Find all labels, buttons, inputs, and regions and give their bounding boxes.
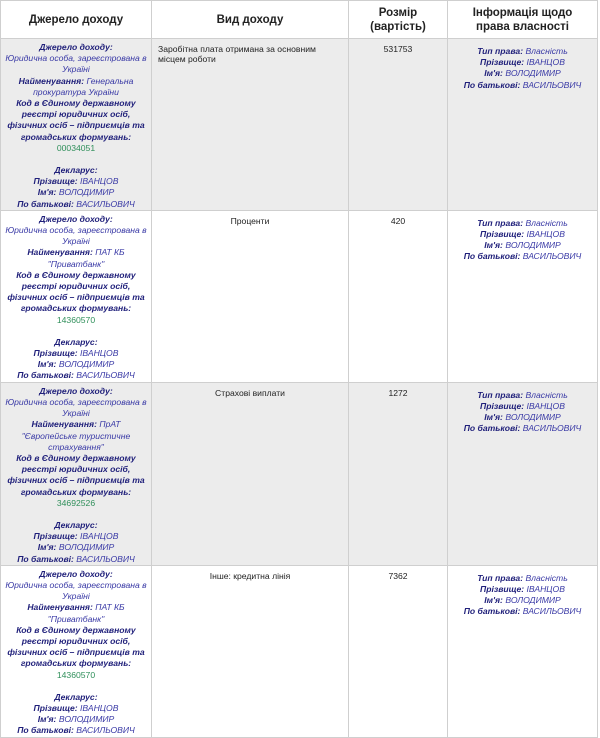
code-label: Код в Єдиному державному реєстрі юридичних осіб, фізичних осіб – підприємців та громадських формувань:: [7, 624, 145, 669]
patronymic-label: По батькові:: [463, 251, 521, 262]
declarant-patronymic: ВАСИЛЬОВИЧ: [76, 370, 135, 381]
right-type: Власність: [525, 46, 568, 56]
source-name: ПрАТ "Європейське туристичне страхування": [21, 419, 131, 452]
owner-first-name: ВОЛОДИМИР: [505, 68, 561, 79]
name-label: Найменування:: [27, 247, 93, 258]
table-row: [1, 39, 598, 211]
patronymic-label: По батькові:: [17, 553, 74, 564]
income-source-cell: [1, 210, 152, 382]
first-name-label: Ім'я:: [484, 595, 503, 606]
declarant-surname: ІВАНЦОВ: [80, 176, 119, 187]
declarant-surname: ІВАНЦОВ: [80, 702, 119, 713]
table-row: [1, 382, 598, 565]
patronymic-label: По батькові:: [17, 198, 74, 209]
first-name-label: Ім'я:: [484, 240, 503, 251]
declarant-label: Декларус:: [54, 336, 98, 347]
source-name: Генеральна прокуратура України: [33, 75, 134, 97]
first-name-label: Ім'я:: [37, 187, 57, 198]
owner-first-name: ВОЛОДИМИР: [505, 412, 561, 423]
ownership-cell: [448, 565, 598, 737]
right-type: Власність: [525, 217, 568, 228]
owner-first-name: ВОЛОДИМИР: [505, 240, 561, 251]
first-name-label: Ім'я:: [37, 359, 57, 370]
source-label: Джерело доходу:: [39, 42, 113, 52]
source-label: Джерело доходу:: [39, 568, 113, 579]
declarant-first-name: ВОЛОДИМИР: [58, 542, 115, 553]
ownership-cell: [448, 39, 598, 211]
code-label: Код в Єдиному державному реєстрі юридичних осіб, фізичних осіб – підприємців та громадських формувань:: [7, 269, 145, 314]
income-source-cell: [1, 565, 152, 737]
declarant-first-name: ВОЛОДИМИР: [58, 187, 115, 198]
source-type: Юридична особа, зареєстрована в Україні: [5, 396, 147, 419]
declarant-label: Декларус:: [54, 691, 98, 702]
ownership-cell: [448, 210, 598, 382]
declarant-surname: ІВАНЦОВ: [80, 348, 119, 359]
income-source-cell: [1, 382, 152, 565]
right-type-label: Тип права:: [477, 572, 524, 583]
income-amount: 1272: [349, 382, 448, 565]
surname-label: Прізвище:: [33, 702, 78, 713]
income-type: Інше: кредитна лінія: [152, 565, 349, 737]
patronymic-label: По батькові:: [463, 423, 521, 434]
declarant-patronymic: ВАСИЛЬОВИЧ: [76, 725, 135, 736]
declarant-patronymic: ВАСИЛЬОВИЧ: [76, 198, 135, 209]
right-type: Власність: [525, 389, 568, 400]
owner-patronymic: ВАСИЛЬОВИЧ: [522, 79, 582, 90]
right-type-label: Тип права:: [477, 46, 524, 56]
declarant-surname: ІВАНЦОВ: [80, 531, 119, 542]
first-name-label: Ім'я:: [37, 542, 57, 553]
first-name-label: Ім'я:: [484, 412, 503, 423]
income-type: Страхові виплати: [152, 382, 349, 565]
first-name-label: Ім'я:: [37, 714, 57, 725]
registry-code: 14360570: [56, 314, 96, 325]
registry-code: 34692526: [56, 497, 96, 508]
owner-patronymic: ВАСИЛЬОВИЧ: [522, 423, 582, 434]
income-amount: 7362: [349, 565, 448, 737]
code-label: Код в Єдиному державному реєстрі юридичних осіб, фізичних осіб – підприємців та громадських формувань:: [7, 452, 145, 497]
surname-label: Прізвище:: [33, 176, 78, 187]
owner-surname: ІВАНЦОВ: [526, 229, 565, 240]
right-type-label: Тип права:: [477, 389, 524, 400]
source-label: Джерело доходу:: [39, 213, 113, 224]
source-type: Юридична особа, зареєстрована в Україні: [5, 53, 147, 75]
owner-surname: ІВАНЦОВ: [526, 57, 565, 68]
income-type: Проценти: [152, 210, 349, 382]
surname-label: Прізвище:: [480, 229, 525, 240]
owner-patronymic: ВАСИЛЬОВИЧ: [522, 606, 582, 617]
ownership-cell: [448, 382, 598, 565]
declarant-first-name: ВОЛОДИМИР: [58, 714, 115, 725]
surname-label: Прізвище:: [33, 348, 78, 359]
income-amount: 420: [349, 210, 448, 382]
declarant-patronymic: ВАСИЛЬОВИЧ: [76, 553, 135, 564]
first-name-label: Ім'я:: [484, 68, 503, 79]
source-type: Юридична особа, зареєстрована в Україні: [5, 579, 147, 602]
right-type: Власність: [525, 572, 568, 583]
name-label: Найменування:: [31, 419, 97, 430]
declarant-label: Декларус:: [54, 519, 98, 530]
table-header-row: [1, 1, 598, 39]
patronymic-label: По батькові:: [17, 725, 74, 736]
registry-code: 00034051: [56, 142, 96, 153]
owner-patronymic: ВАСИЛЬОВИЧ: [522, 251, 582, 262]
owner-surname: ІВАНЦОВ: [526, 583, 565, 594]
patronymic-label: По батькові:: [17, 370, 74, 381]
source-name: ПАТ КБ "Приватбанк": [47, 247, 125, 269]
surname-label: Прізвище:: [33, 531, 78, 542]
registry-code: 14360570: [56, 669, 96, 680]
table-row: [1, 210, 598, 382]
surname-label: Прізвище:: [480, 583, 525, 594]
income-type: Заробітна плата отримана за основним місцем роботи: [152, 39, 349, 211]
name-label: Найменування:: [18, 75, 85, 86]
declarant-label: Декларус:: [54, 165, 98, 176]
patronymic-label: По батькові:: [463, 606, 521, 617]
header-source: Джерело доходу: [1, 1, 152, 39]
header-ownership: Інформація щодо права власності: [448, 1, 598, 39]
owner-surname: ІВАНЦОВ: [526, 400, 565, 411]
patronymic-label: По батькові:: [463, 79, 521, 90]
surname-label: Прізвище:: [480, 400, 525, 411]
source-label: Джерело доходу:: [39, 385, 113, 396]
income-amount: 531753: [349, 39, 448, 211]
declarant-first-name: ВОЛОДИМИР: [58, 359, 115, 370]
name-label: Найменування:: [27, 602, 93, 613]
source-name: ПАТ КБ "Приватбанк": [47, 602, 125, 624]
source-type: Юридична особа, зареєстрована в Україні: [5, 225, 147, 247]
owner-first-name: ВОЛОДИМИР: [505, 595, 561, 606]
income-source-cell: [1, 39, 152, 211]
code-label: Код в Єдиному державному реєстрі юридичних осіб, фізичних осіб – підприємців та громадських формувань:: [7, 98, 145, 142]
header-amount: Розмір (вартість): [349, 1, 448, 39]
table-row: [1, 565, 598, 737]
surname-label: Прізвище:: [480, 57, 525, 68]
right-type-label: Тип права:: [477, 217, 524, 228]
header-income-type: Вид доходу: [152, 1, 349, 39]
